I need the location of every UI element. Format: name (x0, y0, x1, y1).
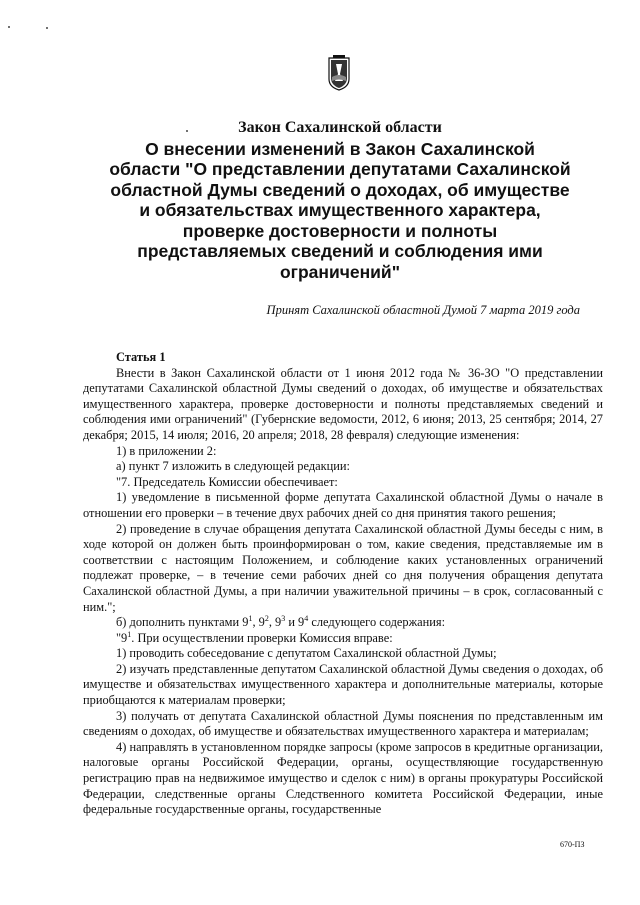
law-heading: Закон Сахалинской области (238, 119, 442, 136)
paragraph: 1) уведомление в письменной форме депутата Сахалинской областной Думы о начале в отношении его проверки – в течение двух рабочих дней со дня принятия такого решения; (83, 490, 603, 520)
paragraph: "7. Председатель Комиссии обеспечивает: (116, 474, 338, 489)
law-title-block (105, 118, 575, 282)
document-body (83, 350, 603, 818)
superscript: 1 (248, 613, 253, 623)
paragraph-text: . При осуществлении проверки Комиссия вправе: (131, 630, 393, 645)
title-line: областной Думы сведений о доходах, об имуществе (110, 179, 570, 200)
paragraph: б) дополнить пунктами $9^1$, $9^2$, $9^3$ и $9^4$ следующего содержания: (116, 613, 446, 630)
article-heading: Статья 1 (116, 350, 166, 364)
adoption-note: Принят Сахалинской областной Думой 7 марта 2019 года (266, 303, 580, 317)
paragraph: 4) направлять в установленном порядке запросы (кроме запросов в кредитные организации, налоговые органы Российской Федерации, органы, осуществляющие государственную регистрацию прав на недвижимое имущество и сделок с ним) в органы прокуратуры Российской Федерации, следственные органы Следственного комитета Российской Федерации, иные федеральные государственные органы, государственные (83, 739, 603, 817)
title-line: О внесении изменений в Закон Сахалинской (145, 138, 535, 159)
sakhalin-coat-of-arms-emblem (327, 55, 351, 91)
superscript: 3 (281, 613, 286, 623)
article-intro: Внести в Закон Сахалинской области от 1 июня 2012 года № 36-ЗО "О представлении депутатами Сахалинской областной Думы сведений о доходах, об имуществе и обязательствах имущественного характера, проверке достоверности и полноты представляемых сведений и соблюдения ими ограничений" (Губернские ведомости, 2012, 6 июня; 2013, 25 сентября; 2014, 27 декабря; 2015, 14 июля; 2016, 20 апреля; 2018, 28 февраля) следующие изменения: (83, 365, 603, 442)
title-line: области "О представлении депутатами Сахалинской (109, 159, 571, 179)
scan-speck (46, 27, 48, 29)
paragraph: 1) проводить собеседование с депутатом Сахалинской областной Думы; (116, 646, 497, 661)
title-line: ограничений" (279, 261, 400, 282)
paragraph: 1) в приложении 2: (116, 443, 217, 458)
title-line: представляемых сведений и соблюдения ими (137, 241, 543, 261)
superscript: 4 (304, 613, 309, 623)
paragraph (83, 631, 603, 647)
title-line: проверке достоверности и полноты (182, 220, 498, 241)
scan-speck (8, 26, 10, 28)
paragraph-text: "9 (116, 630, 128, 645)
paragraph: 2) проведение в случае обращения депутата Сахалинской областной Думы беседы с ним, в ходе которой он должен быть проинформирован о том, какие сведения, представляемые им в соответствии с настоящим Положением, и соблюдение каких установленных ограничений подлежат проверке, – в течение семи рабочих дней со дня получения обращения депутата Сахалинской областной Думы, а при наличии уважительной причины – в срок, согласованный с ним."; (83, 521, 603, 614)
superscript: 1 (127, 629, 132, 639)
document-code: 670-ПЗ (560, 840, 585, 849)
paragraph-text: следующего содержания: (308, 615, 446, 630)
paragraph-text: б) дополнить пунктами 9 (116, 615, 249, 630)
paragraph: а) пункт 7 изложить в следующей редакции: (116, 459, 350, 474)
title-line: и обязательствах имущественного характера, (139, 200, 541, 220)
paragraph: 3) получать от депутата Сахалинской областной Думы пояснения по представленным им сведениям о доходах, об имуществе и обязательствах имущественного характера и материалам; (83, 708, 603, 739)
superscript: 2 (264, 613, 269, 623)
paragraph: 2) изучать представленные депутатом Сахалинской областной Думы сведения о доходах, об имуществе и обязательствах имущественного характера и дополнительные материалы, которые приобщаются к материалам проверки; (83, 661, 603, 708)
